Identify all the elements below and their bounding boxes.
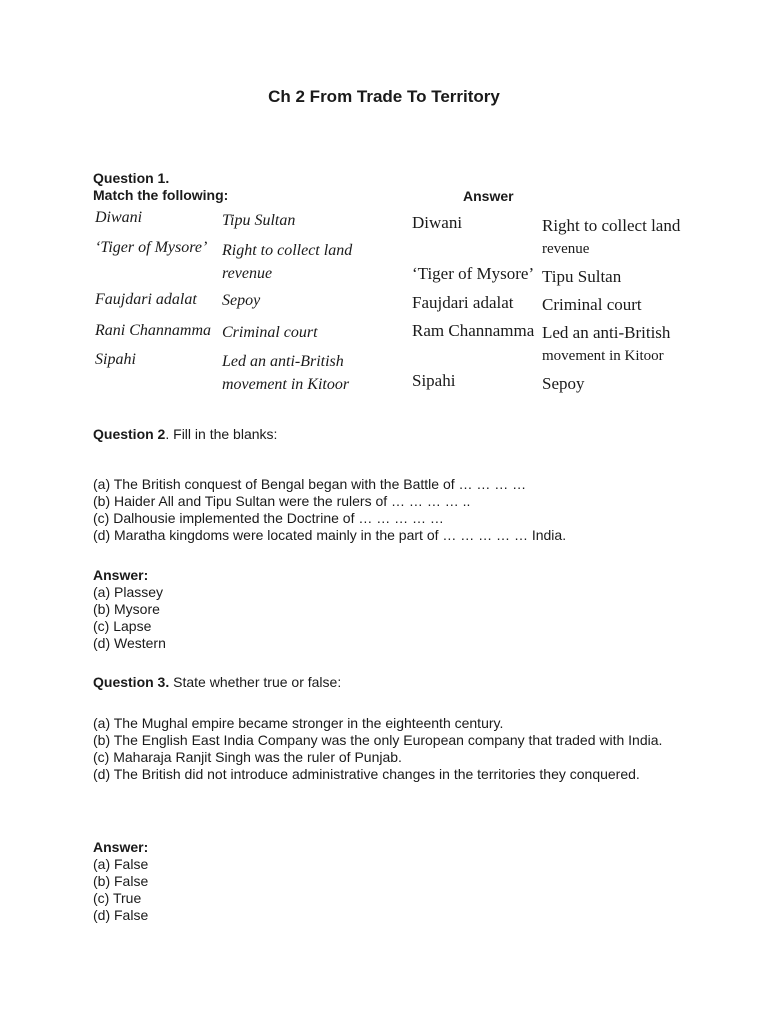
question-2-items [93,476,683,544]
answer-right-item: Criminal court [542,295,642,314]
question-2-header [93,426,277,443]
answer-left-item: Faujdari adalat [412,293,514,312]
match-left-item: Faujdari adalat [95,291,197,308]
answer-left-item: ‘Tiger of Mysore’ [412,264,535,283]
list-item: (b) Mysore [93,601,160,617]
answer-label: Answer: [93,839,149,855]
page-title: Ch 2 From Trade To Territory [268,87,500,106]
question-3-prompt: State whether true or false: [169,674,342,690]
question-1-label: Question 1. [93,170,170,186]
question-3-items [93,715,683,783]
question-2-label: Question 2 [93,426,166,442]
list-item: (c) True [93,890,142,906]
match-right-item: Sepoy [222,292,261,309]
match-right-item: Led an anti-British [222,353,344,370]
match-right-item: movement in Kitoor [222,376,350,393]
match-right-item: Tipu Sultan [222,212,296,229]
answer-label: Answer: [93,567,149,583]
list-item: (d) Maratha kingdoms were located mainly in the part of … … … … … India. [93,527,567,543]
answer-left-item: Ram Channamma [412,321,535,340]
list-item: (d) The British did not introduce administrative changes in the territories they conquered. [93,766,640,782]
answer-right-item: movement in Kitoor [542,348,664,364]
match-right-item: Right to collect land [222,242,353,259]
list-item: (a) False [93,856,149,872]
match-left-item: ‘Tiger of Mysore’ [95,239,208,256]
list-item: (c) Maharaja Ranjit Singh was the ruler of Punjab. [93,749,402,765]
list-item: (a) Plassey [93,584,164,600]
match-left-item: Diwani [95,209,143,226]
list-item: (a) The Mughal empire became stronger in the eighteenth century. [93,715,504,731]
answer-right-item: Sepoy [542,374,585,393]
question-3-label: Question 3. [93,674,170,690]
question-3-answers [93,839,683,924]
match-right-item: revenue [222,265,273,282]
list-item: (b) False [93,873,149,889]
answer-right-item: revenue [542,241,590,257]
match-left-item: Sipahi [95,351,136,368]
list-item: (b) Haider All and Tipu Sultan were the rulers of … … … … .. [93,493,471,509]
list-item: (b) The English East India Company was the only European company that traded with India. [93,732,663,748]
question-1-header [93,170,228,204]
answer-right-item: Led an anti-British [542,323,671,342]
list-item: (c) Dalhousie implemented the Doctrine of … … … … … [93,510,444,526]
list-item: (d) Western [93,635,166,651]
question-2-answers [93,567,683,652]
answer-right-item: Tipu Sultan [542,267,622,286]
answer-right-item: Right to collect land [542,216,681,235]
answer-left-item: Diwani [412,213,463,232]
match-right-item: Criminal court [222,324,318,341]
list-item: (d) False [93,907,149,923]
list-item: (a) The British conquest of Bengal began with the Battle of … … … … [93,476,527,492]
question-1-prompt: Match the following: [93,187,229,203]
question-1-answer-heading: Answer [463,188,514,204]
answer-left-item: Sipahi [412,371,456,390]
match-left-item: Rani Channamma [95,322,211,339]
question-2-prompt: . Fill in the blanks: [165,426,278,442]
question-3-header [93,674,341,691]
list-item: (c) Lapse [93,618,152,634]
